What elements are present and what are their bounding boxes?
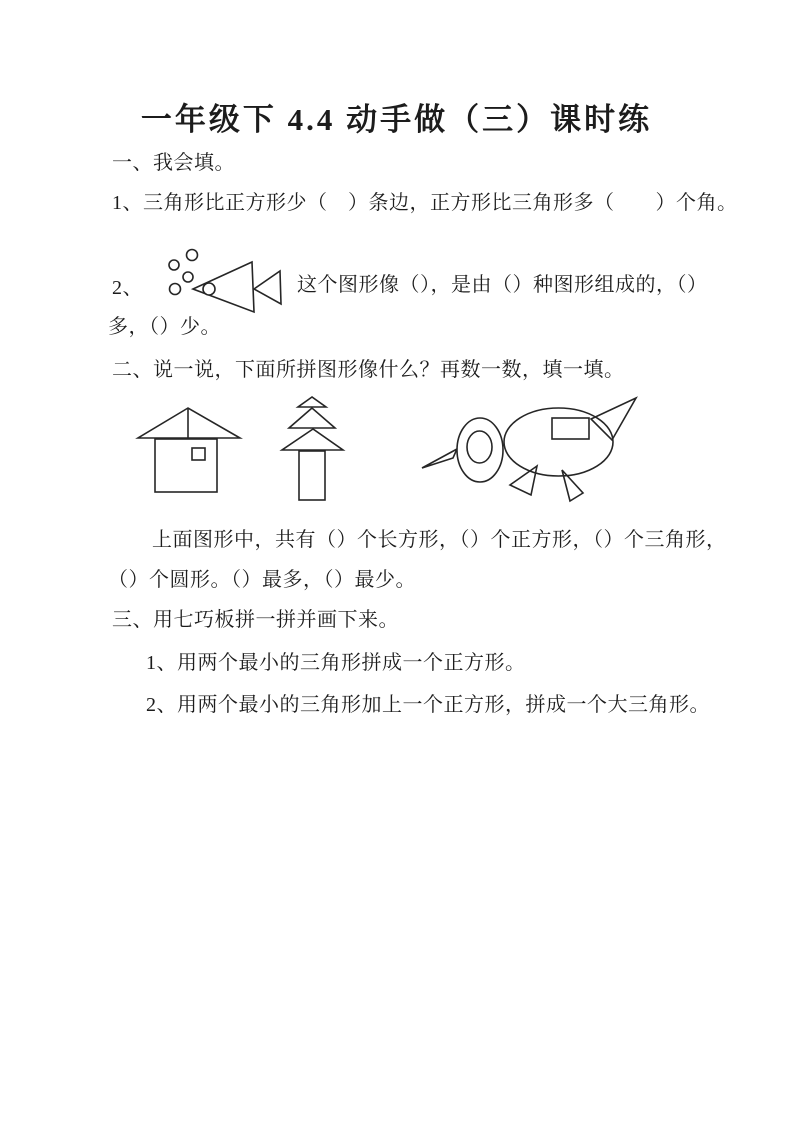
section-three-heading: 三、用七巧板拼一拼并画下来。 — [112, 609, 399, 631]
fish-body-triangle — [193, 262, 254, 312]
bird-figure-svg — [405, 390, 645, 505]
bird-leg-left-triangle — [510, 466, 537, 495]
house-roof-triangle — [138, 408, 240, 438]
question-1-text: 1、三角形比正方形少（ ）条边，正方形比三角形多（ ）个角。 — [112, 192, 738, 214]
tree-figure-svg — [275, 390, 350, 502]
bird-head-inner-ellipse — [467, 431, 492, 463]
house-body-square — [155, 439, 217, 492]
bubble-circle — [183, 272, 193, 282]
question-2-text: 这个图形像（），是由（）种图形组成的，（） — [297, 274, 708, 296]
page-title: 一年级下 4.4 动手做（三）课时练 — [140, 102, 653, 137]
bird-figure — [405, 390, 645, 505]
tree-middle-triangle — [289, 408, 335, 428]
bubble-circle — [169, 260, 179, 270]
section-three-item1: 1、用两个最小的三角形拼成一个正方形。 — [146, 652, 526, 674]
section-one-heading: 一、我会填。 — [112, 152, 235, 174]
house-figure-svg — [130, 398, 248, 498]
question-2-label: 2、 — [112, 277, 143, 299]
tree-top-triangle — [298, 397, 326, 407]
tree-trunk-rectangle — [299, 451, 325, 500]
bubble-circle — [187, 250, 198, 261]
bubble-circle — [170, 284, 181, 295]
section-two-fill-line1: 上面图形中，共有（）个长方形，（）个正方形，（）个三角形， — [152, 529, 727, 551]
section-three-item2: 2、用两个最小的三角形加上一个正方形，拼成一个大三角形。 — [146, 694, 710, 716]
house-figure — [130, 398, 248, 498]
section-two-heading: 二、说一说，下面所拼图形像什么？再数一数，填一填。 — [112, 359, 625, 381]
fish-eye-circle — [203, 283, 215, 295]
question-2-continued: 多，（）少。 — [108, 316, 221, 338]
section-two-fill-line2: （）个圆形。（）最多，（）最少。 — [108, 569, 416, 591]
bird-wing-rectangle — [552, 418, 589, 439]
bird-beak-triangle — [422, 449, 457, 468]
tree-bottom-triangle — [282, 429, 343, 450]
tree-figure — [275, 390, 350, 502]
fish-tail-triangle — [254, 271, 281, 304]
house-window-square — [192, 448, 205, 460]
